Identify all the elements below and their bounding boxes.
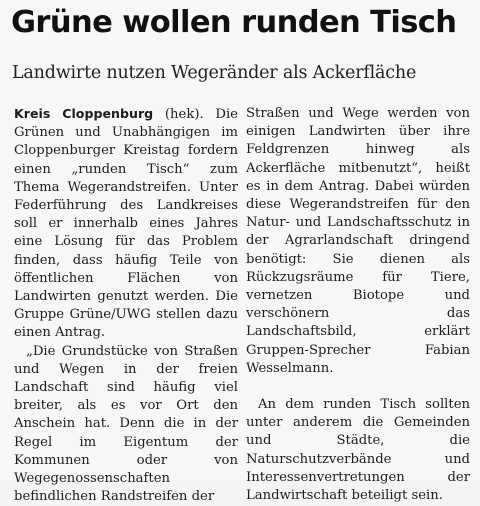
paragraph-2-continued: Straßen und Wege werden von einigen Landwirten über ihre Feldgrenzen hinweg als Ackerfläche mitbenutzt“, heißt es in dem Antrag. Dabei würden diese Wegerandstreifen für den Natur- und Landschaftsschutz in der Agrarlandschaft dringend benötigt: Sie dienen als Rückzugsräume für Tiere, vernetzen Biotope und verschönern das Landschaftsbild, erklärt Gruppen-Sprecher Fabian Wesselmann. (246, 106, 470, 376)
article-column-right (246, 105, 470, 505)
paragraph-3: An dem runden Tisch sollten unter anderem die Gemeinden und Städte, die Naturschutzverbände und Interessenvertretungen der Landwirtschaft beteiligt sein. (246, 397, 470, 504)
article-column-left (14, 105, 238, 506)
subheadline: Landwirte nutzen Wegeränder als Ackerfläche (12, 63, 417, 83)
headline: Grüne wollen runden Tisch (11, 5, 457, 40)
dateline: Kreis Cloppenburg (14, 106, 154, 121)
paragraph-1 (14, 105, 238, 343)
paragraph-1-text: (hek). Die Grünen und Unabhängigen im Cloppenburger Kreistag fordern einen „runden Tisch“ zum Thema Wegerandstreifen. Unter Federführung des Landkreises soll er innerhalb eines Jahres eine Lösung für das Problem finden, dass häufig Teile von öffentlichen Flächen von Landwirten genutzt werden. Die Gruppe Grüne/UWG stellen dazu einen Antrag. (14, 107, 238, 341)
paragraph-2: „Die Grundstücke von Straßen und Wegen in der freien Landschaft sind häufig viel breiter, als es vor Ort den Anschein hat. Denn die in der Regel im Eigentum der Kommunen oder von Wegegenossenschaften befindlichen Randstreifen der (14, 343, 238, 505)
